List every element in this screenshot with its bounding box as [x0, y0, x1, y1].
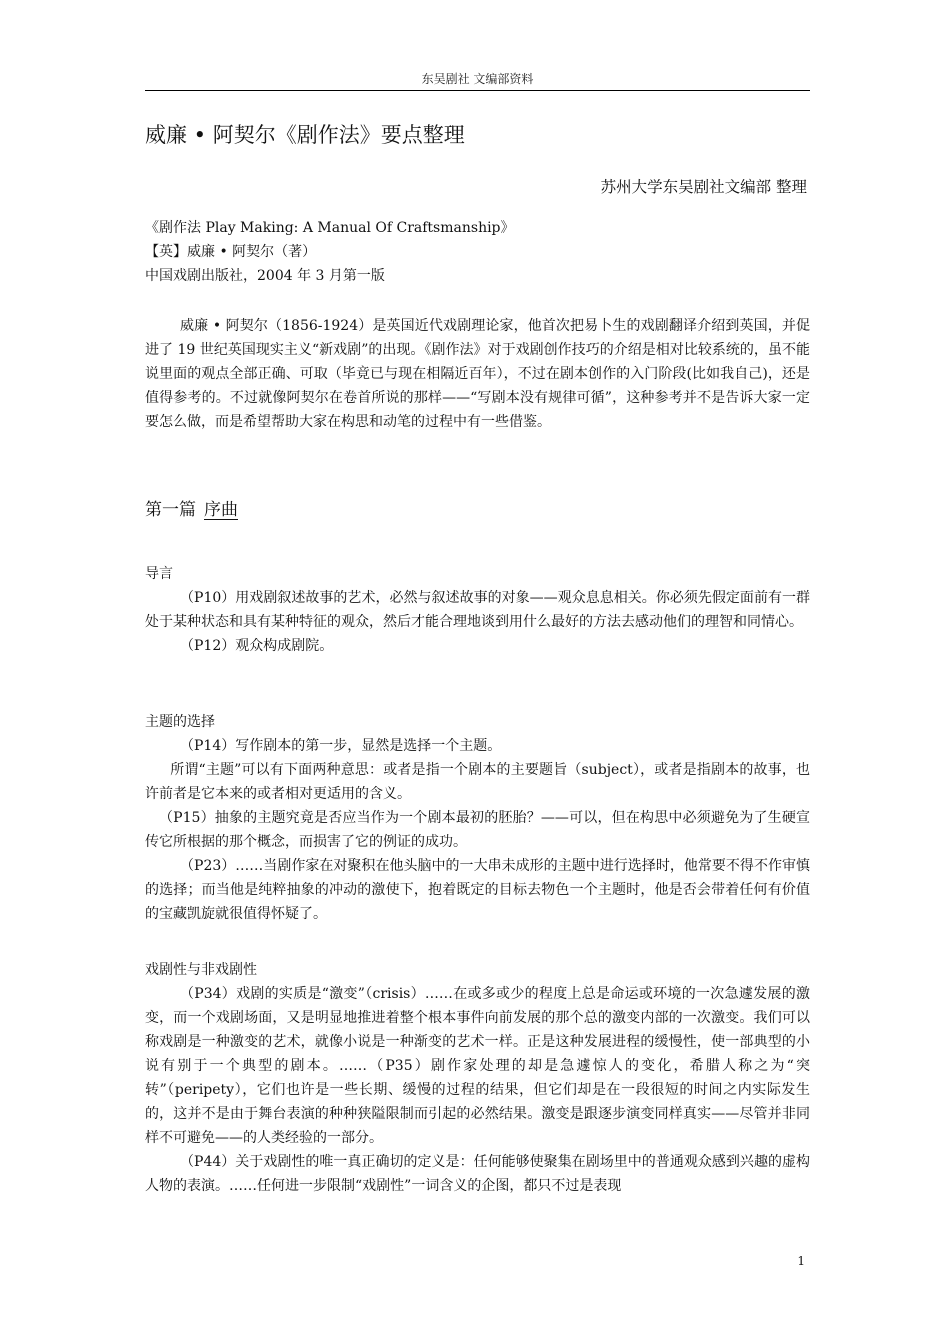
- intro-paragraph-block: [145, 314, 810, 434]
- section-dramatic: [145, 958, 810, 1198]
- intro-paragraph: 威廉 • 阿契尔（1856-1924）是英国近代戏剧理论家，他首次把易卜生的戏剧翻译介绍到英国，并促进了 19 世纪英国现实主义“新戏剧”的出现。《剧作法》对于戏剧创作技巧的介绍是相对比较系统的，虽不能说里面的观点全部正确、可取（毕竟已与现在相隔近百年），不过在剧本创作的入门阶段(比如我自己)，还是值得参考的。不过就像阿契尔在卷首所说的那样——“写剧本没有规律可循”，这种参考并不是告诉大家一定要怎么做，而是希望帮助大家在构思和动笔的过程中有一些借鉴。: [145, 318, 810, 430]
- part-heading: [145, 496, 238, 524]
- paragraph: （P23）……当剧作家在对聚积在他头脑中的一大串未成形的主题中进行选择时，他常要不得不作审慎的选择；而当他是纯粹抽象的冲动的激使下，抱着既定的目标去物色一个主题时，他是否会带着任何有价值的宝藏凯旋就很值得怀疑了。: [145, 858, 810, 922]
- part-label: 第一篇: [145, 500, 196, 520]
- section-theme: [145, 710, 810, 926]
- paragraph: （P14）写作剧本的第一步，显然是选择一个主题。: [180, 738, 502, 754]
- paragraph: （P44）关于戏剧性的唯一真正确切的定义是：任何能够使聚集在剧场里中的普通观众感到兴趣的虚构人物的表演。……任何进一步限制“戏剧性”一词含义的企图，都只不过是表现: [145, 1154, 810, 1194]
- page-number: 1: [797, 1254, 805, 1268]
- paragraph: （P12）观众构成剧院。: [180, 638, 334, 654]
- paragraph: 所谓“主题”可以有下面两种意思：或者是指一个剧本的主要题旨（subject），或者是指剧本的故事，也许前者是它本来的或者相对更适用的含义。: [145, 762, 810, 802]
- paragraph: （P34）戏剧的实质是“激变”（crisis）……在或多或少的程度上总是命运或环境的一次急遽发展的激变，而一个戏剧场面，又是明显地推进着整个根本事件向前发展的那个总的激变内部的一次激变。我们可以称戏剧是一种激变的艺术，就像小说是一种渐变的艺术一样。正是这种发展进程的缓慢性，使一部典型的小说有别于一个典型的剧本。……（P35）剧作家处理的却是急遽惊人的变化，希腊人称之为“突转”（peripety），它们也许是一些长期、缓慢的过程的结果，但它们却是在一段很短的时间之内实际发生的，这并不是由于舞台表演的种种狭隘限制而引起的必然结果。激变是跟逐步演变同样真实——尽管并非同样不可避免——的人类经验的一部分。: [145, 986, 810, 1146]
- paragraph: （P15）抽象的主题究竟是否应当作为一个剧本最初的胚胎？——可以，但在构思中必须避免为了生硬宣传它所根据的那个概念，而损害了它的例证的成功。: [145, 810, 810, 850]
- document-title: 威廉 • 阿契尔《剧作法》要点整理: [145, 123, 465, 147]
- section-intro: [145, 562, 810, 658]
- page-header: 东吴剧社 文编部资料: [145, 70, 810, 91]
- book-publisher: 中国戏剧出版社，2004 年 3 月第一版: [145, 268, 385, 284]
- book-author: 【英】威廉 • 阿契尔（著）: [145, 244, 317, 260]
- section-title-theme: 主题的选择: [145, 714, 215, 730]
- organizer-line: 苏州大学东吴剧社文编部 整理: [600, 178, 807, 196]
- paragraph: （P10）用戏剧叙述故事的艺术，必然与叙述故事的对象——观众息息相关。你必须先假定面前有一群处于某种状态和具有某种特征的观众，然后才能合理地谈到用什么最好的方法去感动他们的理智和同情心。: [145, 590, 810, 630]
- section-title-intro: 导言: [145, 566, 173, 582]
- part-title: 序曲: [204, 500, 238, 520]
- bibliography: [145, 216, 515, 288]
- book-title: 《剧作法 Play Making: A Manual Of Craftsmanship》: [145, 220, 515, 236]
- section-title-dramatic: 戏剧性与非戏剧性: [145, 962, 257, 978]
